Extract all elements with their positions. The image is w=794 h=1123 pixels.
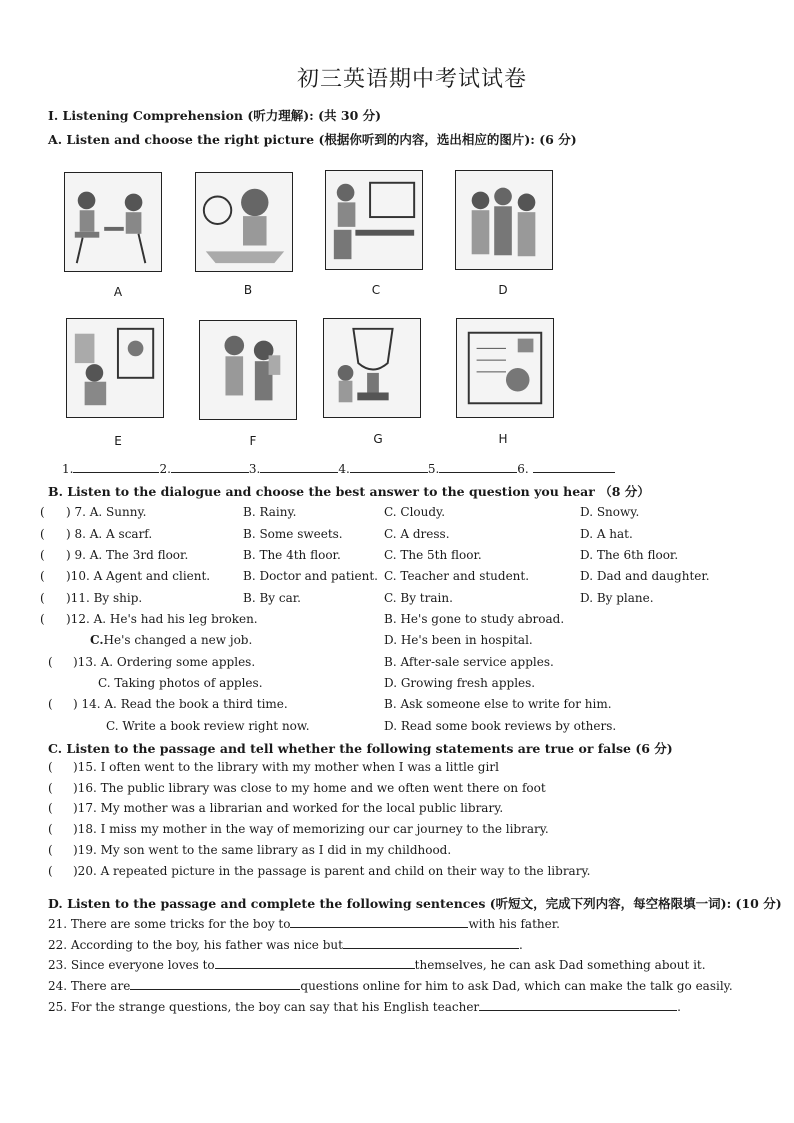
sentence-23 [48, 957, 706, 972]
picture-e [66, 318, 164, 418]
paren[interactable]: ( [40, 591, 45, 605]
sentence-23-pre: 23. Since everyone loves to [48, 958, 215, 972]
answer-blank[interactable] [260, 461, 338, 473]
picture-d [455, 170, 553, 270]
answer-blank[interactable] [350, 461, 428, 473]
sentence-22 [48, 937, 523, 952]
paren[interactable]: ( [48, 760, 53, 774]
statement-17: )17. My mother was a librarian and worked for the local public library. [73, 801, 504, 815]
answer-number: 6. [517, 462, 529, 476]
page-title: 初三英语期中考试试卷 [296, 67, 527, 92]
answer-blank[interactable] [171, 461, 249, 473]
q12-c-text: He's changed a new job. [103, 633, 253, 647]
picture-a [64, 172, 162, 272]
paren[interactable]: ( [48, 864, 53, 878]
answer-number: 2. [159, 462, 171, 476]
picture-label-c: C [371, 283, 381, 297]
q7-option-c: C. Cloudy. [384, 505, 446, 519]
sentence-24-pre: 24. There are [48, 979, 131, 993]
picture-label-b: B [243, 283, 253, 297]
statement-18: )18. I miss my mother in the way of memorizing our car journey to the library. [73, 822, 549, 836]
q12-option-a: )12. A. He's had his leg broken. [66, 612, 258, 626]
paren[interactable]: ( [48, 822, 53, 836]
q7-option-a: ) 7. A. Sunny. [66, 505, 147, 519]
q13-option-a: )13. A. Ordering some apples. [73, 655, 256, 669]
q10-option-c: C. Teacher and student. [384, 569, 530, 583]
sentence-25-pre: 25. For the strange questions, the boy can say that his English teacher [48, 1000, 480, 1014]
paren[interactable]: ( [48, 781, 53, 795]
paren[interactable]: ( [48, 843, 53, 857]
paren[interactable]: ( [48, 697, 53, 711]
q14-option-c: C. Write a book review right now. [106, 719, 310, 733]
q10-option-d: D. Dad and daughter. [580, 569, 710, 583]
section1-header: I. Listening Comprehension (听力理解): (共 30 分) [48, 108, 382, 123]
fill-blank[interactable] [479, 999, 677, 1011]
partA-answer-row [62, 461, 615, 476]
q10-option-b: B. Doctor and patient. [243, 569, 378, 583]
paren[interactable]: ( [48, 655, 53, 669]
q8-option-d: D. A hat. [580, 527, 633, 541]
sentence-24 [48, 978, 733, 993]
q12-option-b: B. He's gone to study abroad. [384, 612, 565, 626]
q14-option-b: B. Ask someone else to write for him. [384, 697, 612, 711]
paren[interactable]: ( [48, 801, 53, 815]
paren[interactable]: ( [40, 612, 45, 626]
q9-option-b: B. The 4th floor. [243, 548, 341, 562]
statement-20: )20. A repeated picture in the passage is parent and child on their way to the library. [73, 864, 591, 878]
statement-19: )19. My son went to the same library as I did in my childhood. [73, 843, 452, 857]
paren[interactable]: ( [40, 527, 45, 541]
paren[interactable]: ( [40, 505, 45, 519]
answer-number: 1. [62, 462, 74, 476]
picture-label-f: F [249, 434, 257, 448]
q14-option-d: D. Read some book reviews by others. [384, 719, 617, 733]
fill-blank[interactable] [130, 978, 300, 990]
q11-option-c: C. By train. [384, 591, 453, 605]
q12-c-prefix: C. [90, 633, 104, 647]
q12-option-c [90, 633, 252, 647]
answer-number: 5. [427, 462, 440, 476]
q10-option-a: )10. A Agent and client. [66, 569, 211, 583]
picture-c [325, 170, 423, 270]
picture-g [323, 318, 421, 418]
statement-16: )16. The public library was close to my home and we often went there on foot [73, 781, 546, 795]
q11-option-b: B. By car. [243, 591, 301, 605]
q7-option-d: D. Snowy. [580, 505, 640, 519]
fill-blank[interactable] [343, 937, 519, 949]
answer-number: 3. [248, 462, 261, 476]
answer-blank[interactable] [73, 461, 159, 473]
sentence-21-post: with his father. [468, 917, 560, 931]
partD-header: D. Listen to the passage and complete the following sentences (听短文，完成下列内容，每空格限填一词): (10 分) [48, 896, 782, 911]
picture-label-h: H [498, 432, 508, 446]
paren[interactable]: ( [40, 548, 45, 562]
picture-f [199, 320, 297, 420]
sentence-25-post: . [677, 1000, 681, 1014]
q11-option-d: D. By plane. [580, 591, 654, 605]
picture-label-d: D [498, 283, 508, 297]
picture-label-g: G [373, 432, 383, 446]
q12-option-d: D. He's been in hospital. [384, 633, 533, 647]
q9-option-d: D. The 6th floor. [580, 548, 679, 562]
partC-header: C. Listen to the passage and tell whether the following statements are true or false (6 分) [48, 741, 673, 756]
statement-15: )15. I often went to the library with my mother when I was a little girl [73, 760, 499, 774]
sentence-23-post: themselves, he can ask Dad something about it. [414, 958, 706, 972]
q8-option-c: C. A dress. [384, 527, 450, 541]
sentence-21-pre: 21. There are some tricks for the boy to [48, 917, 291, 931]
q14-option-a: ) 14. A. Read the book a third time. [73, 697, 288, 711]
picture-label-a: A [113, 285, 123, 299]
answer-number: 4. [338, 462, 350, 476]
q8-option-b: B. Some sweets. [243, 527, 343, 541]
answer-blank[interactable] [439, 461, 517, 473]
sentence-25 [48, 999, 681, 1014]
answer-blank[interactable] [533, 461, 615, 473]
q7-option-b: B. Rainy. [243, 505, 297, 519]
paren[interactable]: ( [40, 569, 45, 583]
picture-h [456, 318, 554, 418]
q13-option-c: C. Taking photos of apples. [98, 676, 263, 690]
sentence-21 [48, 916, 560, 931]
sentence-24-post: questions online for him to ask Dad, which can make the talk go easily. [300, 979, 733, 993]
fill-blank[interactable] [290, 916, 468, 928]
q8-option-a: ) 8. A. A scarf. [66, 527, 153, 541]
sentence-22-post: . [518, 938, 523, 952]
picture-label-e: E [114, 434, 122, 448]
picture-b [195, 172, 293, 272]
partA-header: A. Listen and choose the right picture (根据你听到的内容，选出相应的图片): (6 分) [48, 132, 577, 147]
q13-option-d: D. Growing fresh apples. [384, 676, 536, 690]
partB-header: B. Listen to the dialogue and choose the best answer to the question you hear （8 分） [48, 484, 650, 499]
q13-option-b: B. After-sale service apples. [384, 655, 554, 669]
fill-blank[interactable] [215, 957, 415, 969]
q9-option-a: ) 9. A. The 3rd floor. [66, 548, 189, 562]
sentence-22-pre: 22. According to the boy, his father was nice but [48, 938, 343, 952]
q9-option-c: C. The 5th floor. [384, 548, 482, 562]
q11-option-a: )11. By ship. [66, 591, 143, 605]
